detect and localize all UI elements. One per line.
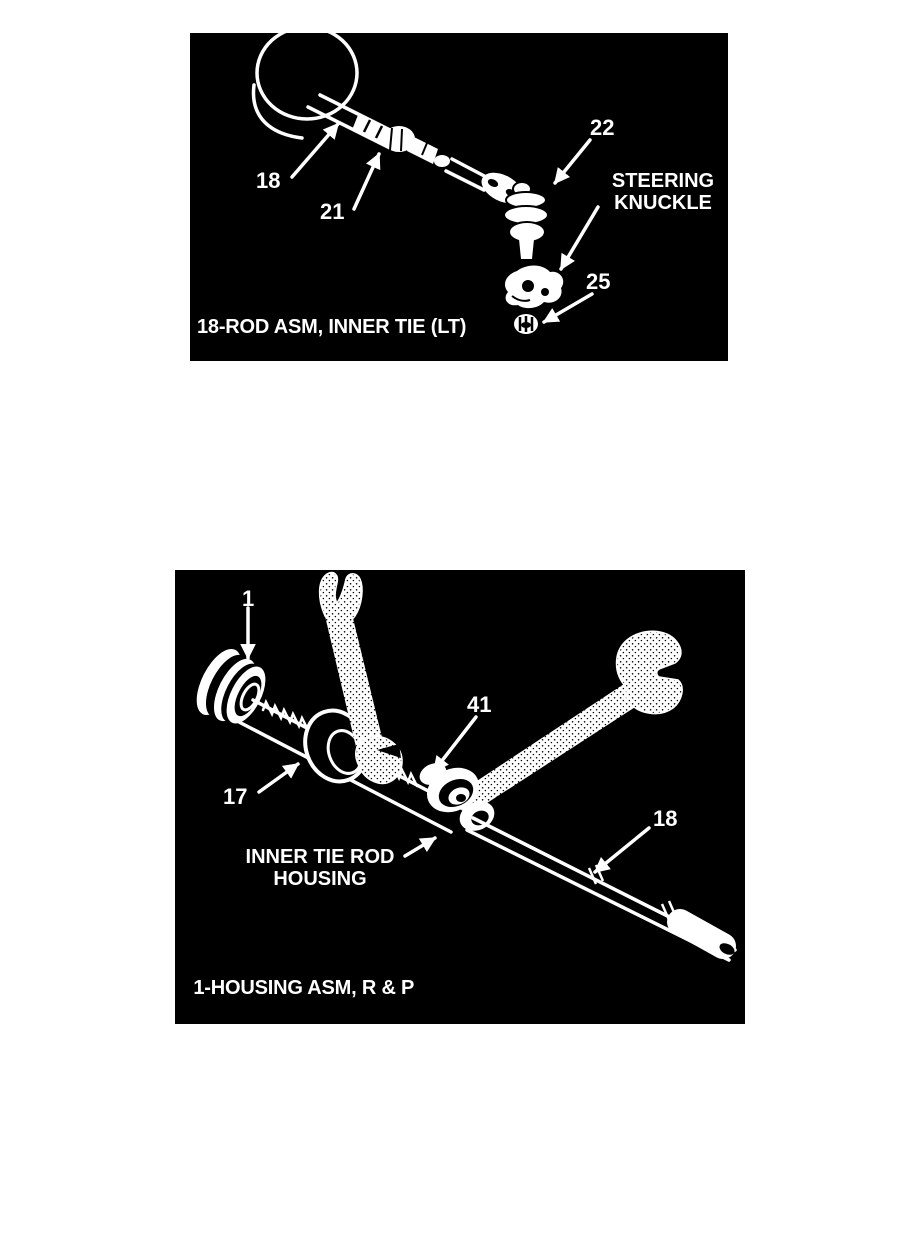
- callout-inner-tie-rod-housing: [235, 846, 405, 890]
- legend-line: 18-ROD ASM, INNER TIE (LT): [188, 1115, 458, 1137]
- legend-line: 41-RACK ASM, PISTON & STEERING: [188, 1184, 531, 1206]
- steering-knuckle-label-line1: STEERING: [611, 170, 715, 192]
- outer-tie-rod-art: [446, 159, 548, 259]
- slotted-nut-art: [514, 314, 538, 334]
- hex-jam-nut-art: [383, 126, 450, 167]
- figure-outer-tie-rod: [190, 33, 728, 545]
- legend-line: 21-NUT, HEX JAM: [197, 385, 362, 407]
- callout-17: 17: [223, 784, 248, 809]
- callout-41: 41: [467, 692, 492, 717]
- figure-inner-tie-rod: [175, 570, 745, 1206]
- steering-knuckle-label-line2: KNUCKLE: [614, 192, 712, 214]
- axle-boot-outline: [253, 27, 357, 138]
- legend-line: 17-RING, SHOCK DAMPENER: [188, 1046, 466, 1068]
- callout-25: 25: [586, 269, 611, 294]
- figure2-legend: [188, 931, 531, 1253]
- callout-21: 21: [320, 199, 345, 224]
- callout-1: 1: [242, 586, 255, 611]
- legend-line: 22-ROD ASM, OUTER TIE (LT): [197, 454, 475, 476]
- callout-steering-knuckle: [606, 170, 720, 214]
- housing-label-line1: INNER TIE ROD: [245, 846, 395, 868]
- callout-22: 22: [590, 115, 615, 140]
- wrench-diagonal: [451, 631, 682, 816]
- figure1-legend: [197, 270, 474, 592]
- callout-18: 18: [653, 806, 678, 831]
- callout-18: 18: [256, 168, 281, 193]
- legend-line: 25-NUT, HEXAGON SLOTTED: [197, 523, 472, 545]
- legend-line: 1-HOUSING ASM, R & P: [188, 977, 415, 999]
- housing-cap-art: [188, 642, 274, 729]
- housing-label-line2: HOUSING: [273, 868, 367, 890]
- steering-knuckle-art: [505, 266, 563, 309]
- legend-line: 18-ROD ASM, INNER TIE (LT): [197, 316, 467, 338]
